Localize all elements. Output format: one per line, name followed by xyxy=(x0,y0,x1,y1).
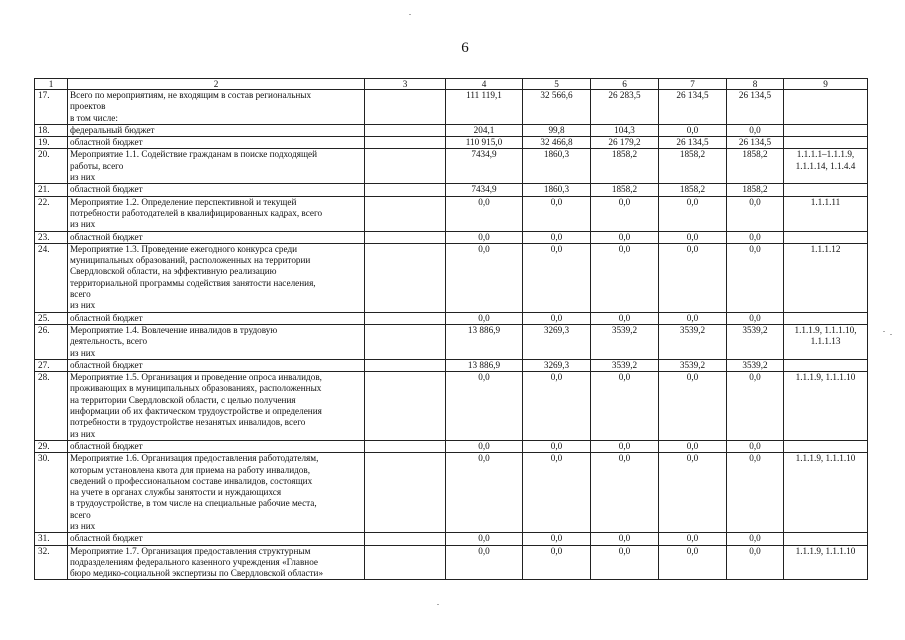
row-description xyxy=(68,324,365,359)
row-target-refs xyxy=(784,372,868,441)
row-description xyxy=(68,372,365,441)
cell-col4: 0,0 xyxy=(446,243,523,312)
cell-col7: 0,0 xyxy=(659,533,727,545)
cell-col6: 0,0 xyxy=(591,243,659,312)
description-line: Мероприятие 1.2. Определение перспективной и текущей xyxy=(70,196,297,207)
cell-col6: 0,0 xyxy=(591,545,659,580)
cell-col8: 0,0 xyxy=(727,533,784,545)
description-line: всего xyxy=(70,509,91,520)
description-line: всего xyxy=(70,289,91,300)
table-row xyxy=(35,312,868,324)
row-description xyxy=(68,90,365,125)
table-row xyxy=(35,124,868,136)
description-line: Мероприятие 1.3. Проведение ежегодного конкурса среди xyxy=(70,243,298,254)
cell-col4: 0,0 xyxy=(446,196,523,231)
row-description xyxy=(68,533,365,545)
table-row xyxy=(35,372,868,441)
target-ref-line: 1.1.1.9, 1.1.1.10 xyxy=(795,453,856,464)
target-ref-line: 1.1.1.14, 1.1.4.4 xyxy=(795,160,856,171)
description-line: сведений о профессиональном составе инвалидов, состоящих xyxy=(70,475,313,486)
description-line: муниципальных образований, расположенных на территории xyxy=(70,255,311,266)
column-header: 9 xyxy=(784,79,868,90)
cell-col4: 13 886,9 xyxy=(446,324,523,359)
description-line: областной бюджет xyxy=(70,440,143,451)
cell-col7: 0,0 xyxy=(659,312,727,324)
description-line: областной бюджет xyxy=(70,231,143,242)
cell-col3 xyxy=(365,124,446,136)
target-ref-line: 1.1.1.9, 1.1.1.10 xyxy=(795,372,856,383)
cell-col8: 0,0 xyxy=(727,545,784,580)
row-number: 21. xyxy=(35,184,68,196)
description-line: потребности работодателей в квалифицированных кадрах, всего xyxy=(70,207,323,218)
scan-speck xyxy=(883,331,885,332)
cell-col3 xyxy=(365,453,446,533)
row-description xyxy=(68,124,365,136)
cell-col6: 26 179,2 xyxy=(591,137,659,149)
description-line: Мероприятие 1.7. Организация предоставления структурным xyxy=(70,545,311,556)
table-header-row xyxy=(35,79,868,90)
cell-col7: 0,0 xyxy=(659,372,727,441)
cell-col8: 0,0 xyxy=(727,231,784,243)
row-target-refs xyxy=(784,533,868,545)
row-number: 23. xyxy=(35,231,68,243)
cell-col6: 3539,2 xyxy=(591,324,659,359)
cell-col8: 0,0 xyxy=(727,440,784,452)
row-number: 20. xyxy=(35,149,68,184)
target-ref-line: 1.1.1.1–1.1.1.9, xyxy=(796,149,855,160)
cell-col8: 0,0 xyxy=(727,453,784,533)
cell-col7: 0,0 xyxy=(659,231,727,243)
description-line: в том числе: xyxy=(70,112,118,123)
row-target-refs xyxy=(784,124,868,136)
cell-col4: 13 886,9 xyxy=(446,359,523,371)
cell-col3 xyxy=(365,440,446,452)
cell-col4: 0,0 xyxy=(446,312,523,324)
row-target-refs xyxy=(784,440,868,452)
table-row xyxy=(35,184,868,196)
cell-col6: 0,0 xyxy=(591,372,659,441)
table-row xyxy=(35,545,868,580)
cell-col5: 0,0 xyxy=(523,440,591,452)
column-header: 3 xyxy=(365,79,446,90)
cell-col6: 3539,2 xyxy=(591,359,659,371)
row-description xyxy=(68,243,365,312)
cell-col4: 0,0 xyxy=(446,453,523,533)
cell-col7: 0,0 xyxy=(659,453,727,533)
row-description xyxy=(68,440,365,452)
table-row xyxy=(35,231,868,243)
row-number: 17. xyxy=(35,90,68,125)
table-row xyxy=(35,90,868,125)
cell-col3 xyxy=(365,137,446,149)
description-line: из них xyxy=(70,520,96,531)
row-number: 30. xyxy=(35,453,68,533)
row-number: 31. xyxy=(35,533,68,545)
cell-col3 xyxy=(365,184,446,196)
cell-col6: 0,0 xyxy=(591,453,659,533)
row-number: 19. xyxy=(35,137,68,149)
row-description xyxy=(68,231,365,243)
description-line: проектов xyxy=(70,101,106,112)
cell-col8: 3539,2 xyxy=(727,359,784,371)
target-ref-line: 1.1.1.9, 1.1.1.10, xyxy=(794,324,857,335)
description-line: из них xyxy=(70,300,96,311)
cell-col3 xyxy=(365,196,446,231)
description-line: областной бюджет xyxy=(70,359,143,370)
table-row xyxy=(35,324,868,359)
cell-col7: 0,0 xyxy=(659,243,727,312)
cell-col7: 0,0 xyxy=(659,196,727,231)
row-target-refs xyxy=(784,545,868,580)
cell-col5: 1860,3 xyxy=(523,184,591,196)
row-number: 28. xyxy=(35,372,68,441)
description-line: Свердловской области, на эффективную реализацию xyxy=(70,266,277,277)
cell-col3 xyxy=(365,545,446,580)
scan-speck xyxy=(409,14,411,15)
cell-col4: 0,0 xyxy=(446,440,523,452)
cell-col6: 1858,2 xyxy=(591,149,659,184)
target-ref-line: 1.1.1.11 xyxy=(810,196,841,207)
cell-col6: 0,0 xyxy=(591,312,659,324)
row-number: 25. xyxy=(35,312,68,324)
row-description xyxy=(68,453,365,533)
cell-col7: 3539,2 xyxy=(659,359,727,371)
cell-col4: 0,0 xyxy=(446,533,523,545)
row-number: 27. xyxy=(35,359,68,371)
cell-col3 xyxy=(365,372,446,441)
cell-col3 xyxy=(365,243,446,312)
description-line: информации об их фактическом трудоустройстве и определения xyxy=(70,406,322,417)
row-description xyxy=(68,359,365,371)
cell-col5: 99,8 xyxy=(523,124,591,136)
cell-col7: 3539,2 xyxy=(659,324,727,359)
cell-col8: 0,0 xyxy=(727,196,784,231)
row-target-refs xyxy=(784,312,868,324)
description-line: областной бюджет xyxy=(70,533,143,544)
column-header: 5 xyxy=(523,79,591,90)
row-description xyxy=(68,312,365,324)
description-line: Мероприятие 1.5. Организация и проведение опроса инвалидов, xyxy=(70,372,322,383)
cell-col5: 0,0 xyxy=(523,231,591,243)
column-header: 2 xyxy=(68,79,365,90)
cell-col3 xyxy=(365,231,446,243)
cell-col5: 3269,3 xyxy=(523,359,591,371)
table-row xyxy=(35,440,868,452)
row-description xyxy=(68,184,365,196)
cell-col4: 204,1 xyxy=(446,124,523,136)
row-description xyxy=(68,137,365,149)
description-line: подразделениям федерального казенного учреждения «Главное xyxy=(70,556,318,567)
row-description xyxy=(68,545,365,580)
description-line: деятельность, всего xyxy=(70,336,148,347)
description-line: областной бюджет xyxy=(70,312,143,323)
cell-col4: 7434,9 xyxy=(446,149,523,184)
cell-col8: 0,0 xyxy=(727,243,784,312)
cell-col4: 0,0 xyxy=(446,545,523,580)
description-line: Мероприятие 1.1. Содействие гражданам в поиске подходящей xyxy=(70,149,318,160)
target-ref-line: 1.1.1.13 xyxy=(810,336,841,347)
cell-col5: 32 566,6 xyxy=(523,90,591,125)
cell-col4: 0,0 xyxy=(446,231,523,243)
row-target-refs xyxy=(784,90,868,125)
target-ref-line: 1.1.1.12 xyxy=(810,243,841,254)
description-line: Всего по мероприятиям, не входящим в состав региональных xyxy=(70,90,312,100)
cell-col6: 0,0 xyxy=(591,231,659,243)
cell-col3 xyxy=(365,324,446,359)
row-number: 24. xyxy=(35,243,68,312)
cell-col5: 0,0 xyxy=(523,533,591,545)
table-row xyxy=(35,243,868,312)
row-number: 26. xyxy=(35,324,68,359)
row-target-refs xyxy=(784,184,868,196)
row-target-refs xyxy=(784,196,868,231)
table-row xyxy=(35,359,868,371)
row-target-refs xyxy=(784,359,868,371)
row-number: 18. xyxy=(35,124,68,136)
row-number: 29. xyxy=(35,440,68,452)
cell-col3 xyxy=(365,90,446,125)
cell-col5: 1860,3 xyxy=(523,149,591,184)
cell-col8: 26 134,5 xyxy=(727,90,784,125)
row-target-refs xyxy=(784,149,868,184)
column-header: 6 xyxy=(591,79,659,90)
row-target-refs xyxy=(784,231,868,243)
cell-col5: 3269,3 xyxy=(523,324,591,359)
cell-col4: 7434,9 xyxy=(446,184,523,196)
cell-col4: 111 119,1 xyxy=(446,90,523,125)
row-number: 22. xyxy=(35,196,68,231)
cell-col8: 0,0 xyxy=(727,124,784,136)
description-line: которым установлена квота для приема на работу инвалидов, xyxy=(70,464,311,475)
table-row xyxy=(35,196,868,231)
cell-col3 xyxy=(365,359,446,371)
cell-col5: 0,0 xyxy=(523,545,591,580)
description-line: федеральный бюджет xyxy=(70,124,155,135)
column-header: 1 xyxy=(35,79,68,90)
description-line: на учете в органах службы занятости и нуждающихся xyxy=(70,487,282,498)
description-line: из них xyxy=(70,219,96,230)
cell-col5: 0,0 xyxy=(523,196,591,231)
cell-col8: 1858,2 xyxy=(727,149,784,184)
table-row xyxy=(35,533,868,545)
cell-col3 xyxy=(365,149,446,184)
row-target-refs xyxy=(784,324,868,359)
table-row xyxy=(35,149,868,184)
description-line: на территории Свердловской области, с целью получения xyxy=(70,394,296,405)
description-line: областной бюджет xyxy=(70,184,143,195)
description-line: из них xyxy=(70,172,96,183)
row-description xyxy=(68,196,365,231)
cell-col6: 0,0 xyxy=(591,196,659,231)
cell-col3 xyxy=(365,312,446,324)
scan-speck xyxy=(890,334,892,335)
column-header: 8 xyxy=(727,79,784,90)
column-header: 4 xyxy=(446,79,523,90)
description-line: бюро медико-социальной экспертизы по Свердловской области» xyxy=(70,568,324,579)
cell-col7: 0,0 xyxy=(659,440,727,452)
row-target-refs xyxy=(784,243,868,312)
description-line: Мероприятие 1.4. Вовлечение инвалидов в трудовую xyxy=(70,324,278,335)
cell-col5: 32 466,8 xyxy=(523,137,591,149)
table-row xyxy=(35,137,868,149)
description-line: потребности в трудоустройстве незанятых инвалидов, всего xyxy=(70,417,306,428)
row-number: 32. xyxy=(35,545,68,580)
cell-col7: 1858,2 xyxy=(659,149,727,184)
cell-col4: 0,0 xyxy=(446,372,523,441)
row-target-refs xyxy=(784,453,868,533)
description-line: территориальной программы содействия занятости населения, xyxy=(70,277,316,288)
cell-col8: 3539,2 xyxy=(727,324,784,359)
cell-col4: 110 915,0 xyxy=(446,137,523,149)
description-line: областной бюджет xyxy=(70,137,143,148)
cell-col5: 0,0 xyxy=(523,372,591,441)
cell-col7: 26 134,5 xyxy=(659,137,727,149)
target-ref-line: 1.1.1.9, 1.1.1.10 xyxy=(795,545,856,556)
cell-col7: 26 134,5 xyxy=(659,90,727,125)
cell-col6: 104,3 xyxy=(591,124,659,136)
cell-col7: 1858,2 xyxy=(659,184,727,196)
budget-table xyxy=(34,78,868,580)
description-line: из них xyxy=(70,347,96,358)
cell-col7: 0,0 xyxy=(659,124,727,136)
cell-col3 xyxy=(365,533,446,545)
description-line: в трудоустройстве, в том числе на специальные рабочие места, xyxy=(70,498,317,509)
table-row xyxy=(35,453,868,533)
cell-col6: 0,0 xyxy=(591,533,659,545)
cell-col5: 0,0 xyxy=(523,312,591,324)
scan-speck xyxy=(437,604,439,605)
cell-col5: 0,0 xyxy=(523,243,591,312)
description-line: работы, всего xyxy=(70,160,124,171)
cell-col8: 26 134,5 xyxy=(727,137,784,149)
cell-col8: 0,0 xyxy=(727,312,784,324)
cell-col7: 0,0 xyxy=(659,545,727,580)
row-description xyxy=(68,149,365,184)
cell-col8: 0,0 xyxy=(727,372,784,441)
cell-col6: 26 283,5 xyxy=(591,90,659,125)
cell-col5: 0,0 xyxy=(523,453,591,533)
cell-col6: 0,0 xyxy=(591,440,659,452)
cell-col8: 1858,2 xyxy=(727,184,784,196)
description-line: из них xyxy=(70,428,96,439)
description-line: Мероприятие 1.6. Организация предоставления работодателям, xyxy=(70,453,319,464)
cell-col6: 1858,2 xyxy=(591,184,659,196)
description-line: проживающих в муниципальных образованиях, расположенных xyxy=(70,383,322,394)
column-header: 7 xyxy=(659,79,727,90)
row-target-refs xyxy=(784,137,868,149)
page-number: 6 xyxy=(461,40,469,56)
